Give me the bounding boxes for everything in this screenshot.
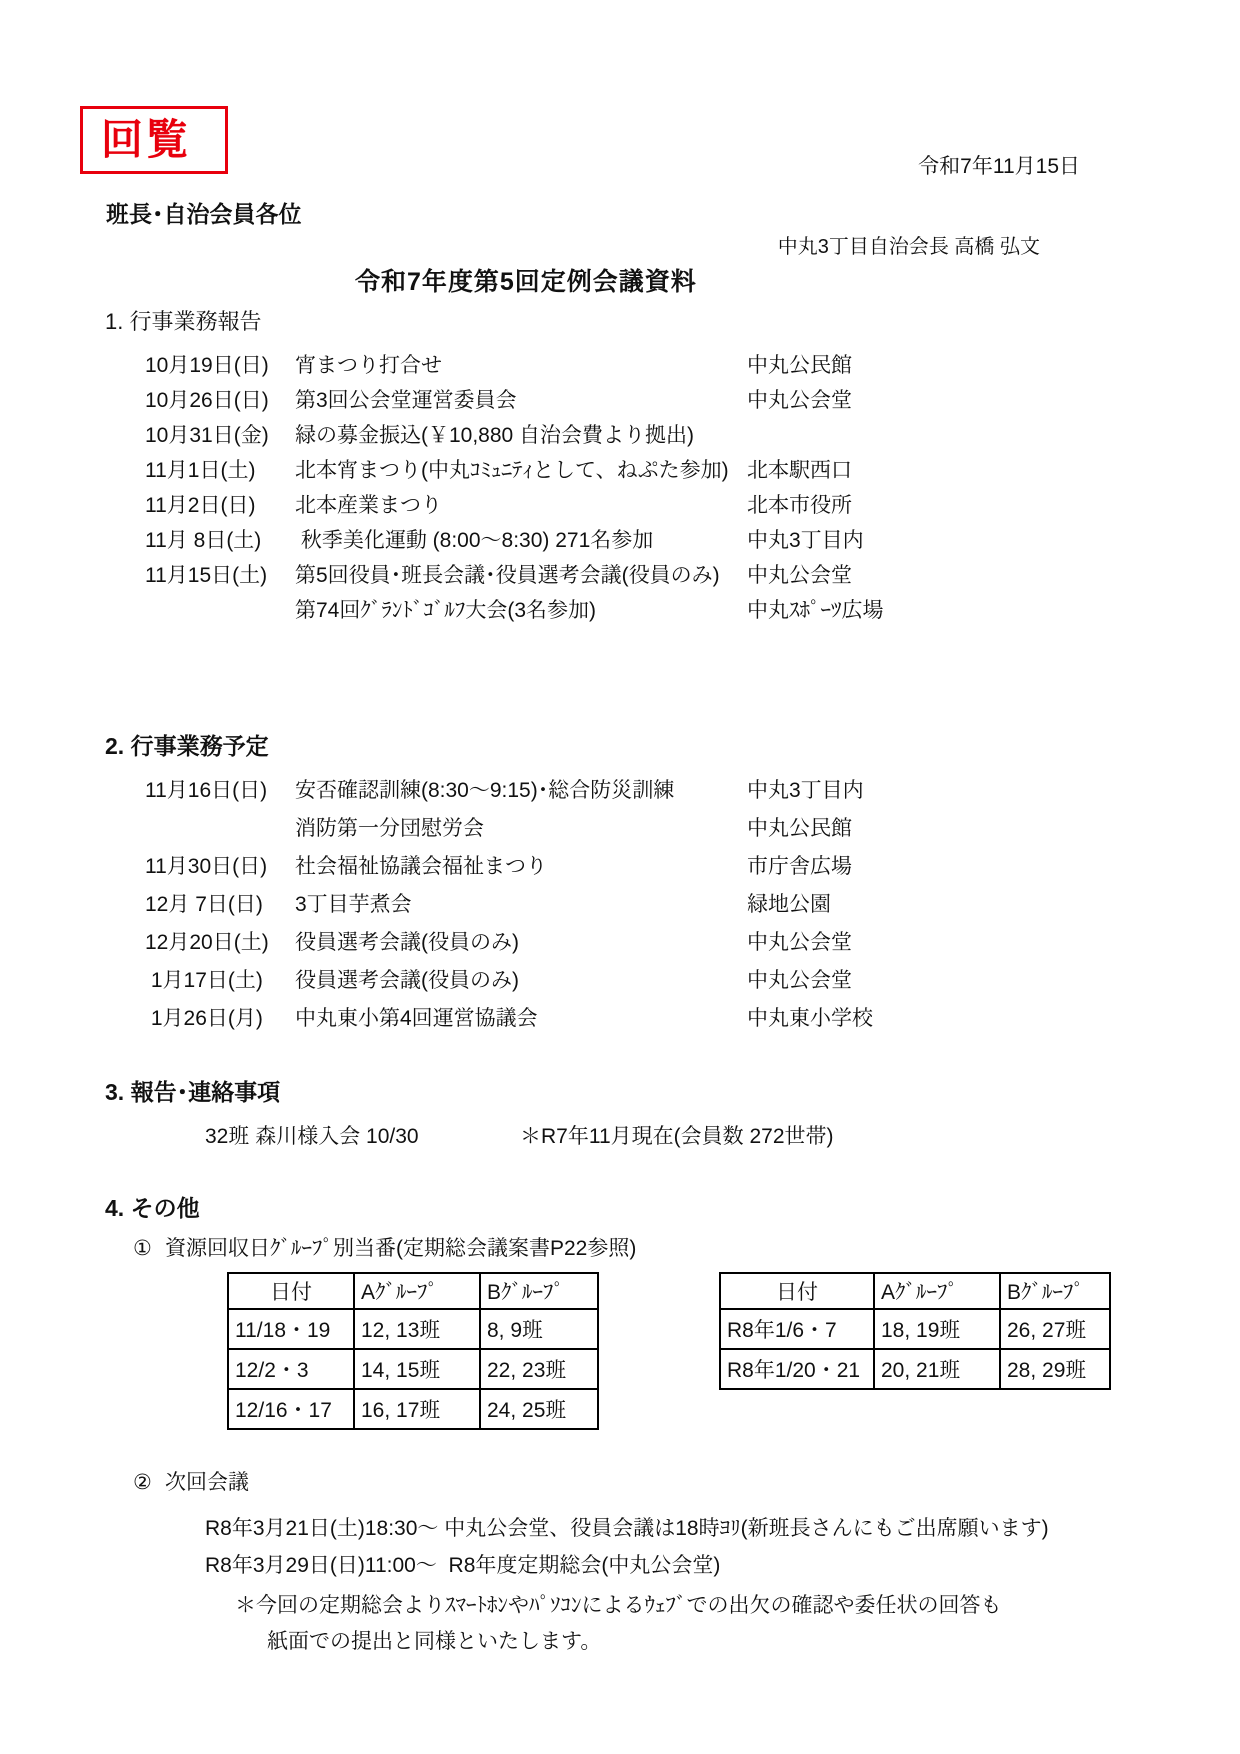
event-date: 10月31日(金)	[145, 424, 269, 447]
event-title: 第5回役員･班長会議･役員選考会議(役員のみ)	[295, 564, 720, 587]
event-title: 北本宵まつり(中丸ｺﾐｭﾆﾃｨとして、ねぷた参加)	[295, 459, 729, 482]
event-title: 緑の募金振込(￥10,880 自治会費より拠出)	[295, 424, 695, 447]
event-place: 緑地公園	[747, 893, 831, 916]
event-place: 中丸公会堂	[747, 969, 852, 992]
table-row	[228, 1309, 598, 1349]
event-place: 中丸公会堂	[747, 564, 852, 587]
event-title: 中丸東小第4回運営協議会	[295, 1007, 538, 1030]
event-row	[145, 593, 1200, 628]
cell-group-b: 24, 25班	[480, 1389, 598, 1429]
event-place: 中丸3丁目内	[747, 529, 864, 552]
event-date: 11月2日(日)	[145, 494, 256, 517]
cell-group-a: 18, 19班	[874, 1309, 1000, 1349]
event-date: 1月17日(土)	[145, 969, 263, 992]
event-row	[145, 558, 1200, 593]
event-date: 11月16日(日)	[145, 779, 268, 802]
cell-group-a: 12, 13班	[354, 1309, 480, 1349]
event-place: 中丸公会堂	[747, 931, 852, 954]
event-place: 中丸公民館	[747, 354, 852, 377]
event-date	[145, 593, 295, 628]
event-title: 消防第一分団慰労会	[295, 817, 484, 840]
cell-group-b: 28, 29班	[1000, 1349, 1110, 1389]
section3-heading: 3. 報告･連絡事項	[105, 1079, 281, 1105]
circled-one-marker: ①	[133, 1237, 152, 1260]
next-meeting-details	[205, 1510, 1200, 1584]
event-date: 11月 8日(土)	[145, 529, 262, 552]
col-header-date: 日付	[228, 1273, 354, 1309]
event-title: 北本産業まつり	[295, 494, 442, 517]
web-note-line: ＊今回の定期総会よりｽﾏｰﾄﾎﾝやﾊﾟｿｺﾝによるｳｪﾌﾞでの出欠の確認や委任状の回答も	[235, 1594, 1002, 1617]
cell-group-a: 14, 15班	[354, 1349, 480, 1389]
event-row	[145, 418, 1200, 453]
section-activity-report	[105, 308, 1200, 628]
event-title: 秋季美化運動 (8:00～8:30) 271名参加	[295, 529, 654, 552]
circulation-stamp-box	[80, 106, 228, 174]
issue-date: 令和7年11月15日	[918, 155, 1080, 178]
duty-table-left	[227, 1272, 599, 1430]
section-others	[105, 1194, 1200, 1660]
event-date	[145, 810, 295, 848]
event-date: 11月15日(土)	[145, 564, 268, 587]
event-place: 中丸3丁目内	[747, 779, 864, 802]
event-row	[145, 488, 1200, 523]
event-date: 12月20日(土)	[145, 931, 269, 954]
web-attendance-note	[235, 1588, 1200, 1660]
event-date: 10月19日(日)	[145, 354, 269, 377]
event-place: 北本市役所	[747, 494, 852, 517]
event-row	[145, 848, 1200, 886]
cell-group-b: 8, 9班	[480, 1309, 598, 1349]
web-note-line: 紙面での提出と同様といたします。	[267, 1630, 602, 1653]
duty-table-right	[719, 1272, 1111, 1390]
event-row	[145, 962, 1200, 1000]
event-date: 11月30日(日)	[145, 855, 268, 878]
event-row	[145, 453, 1200, 488]
next-meeting-line	[133, 1468, 1200, 1498]
event-date: 12月 7日(日)	[145, 893, 263, 916]
event-title: 社会福祉協議会福祉まつり	[295, 855, 547, 878]
meeting-detail-line: R8年3月21日(土)18:30～ 中丸公会堂、役員会議は18時ﾖﾘ(新班長さんにもご出席願います)	[205, 1517, 1049, 1540]
table-row	[720, 1349, 1110, 1389]
event-place: 中丸ｽﾎﾟｰﾂ広場	[747, 599, 884, 622]
cell-group-b: 26, 27班	[1000, 1309, 1110, 1349]
section-activity-schedule	[105, 732, 1200, 1038]
event-date: 1月26日(月)	[145, 1007, 263, 1030]
member-count-note: ＊R7年11月現在(会員数 272世帯)	[520, 1125, 834, 1148]
event-row	[145, 772, 1200, 810]
circled-two-marker: ②	[133, 1471, 152, 1494]
next-meeting-label: 次回会議	[165, 1471, 249, 1494]
event-place: 北本駅西口	[747, 459, 852, 482]
new-member-note: 32班 森川様入会 10/30	[205, 1125, 419, 1148]
cell-date: 12/16・17	[228, 1389, 354, 1429]
table-header-row	[720, 1273, 1110, 1309]
col-header-group-b: Bｸﾞﾙｰﾌﾟ	[480, 1273, 598, 1309]
table-row	[228, 1349, 598, 1389]
section4-heading: 4. その他	[105, 1195, 200, 1221]
cell-date: R8年1/20・21	[720, 1349, 874, 1389]
event-place	[747, 418, 1200, 453]
event-row	[145, 886, 1200, 924]
table-row	[228, 1389, 598, 1429]
recycling-duty-text: 資源回収日ｸﾞﾙｰﾌﾟ別当番(定期総会議案書P22参照)	[165, 1237, 637, 1260]
cell-group-a: 16, 17班	[354, 1389, 480, 1429]
document-title: 令和7年度第5回定例会議資料	[355, 268, 697, 296]
event-date: 10月26日(日)	[145, 389, 269, 412]
event-title: 役員選考会議(役員のみ)	[295, 931, 519, 954]
event-row	[145, 348, 1200, 383]
sender-name: 中丸3丁目自治会長 高橋 弘文	[777, 236, 1040, 258]
meeting-detail-line: R8年3月29日(日)11:00～ R8年度定期総会(中丸公会堂)	[205, 1554, 721, 1577]
cell-group-a: 20, 21班	[874, 1349, 1000, 1389]
event-title: 3丁目芋煮会	[295, 893, 412, 916]
duty-tables	[227, 1272, 1200, 1430]
event-title: 役員選考会議(役員のみ)	[295, 969, 519, 992]
event-row	[145, 1000, 1200, 1038]
col-header-group-a: Aｸﾞﾙｰﾌﾟ	[354, 1273, 480, 1309]
section2-event-list	[105, 772, 1200, 1038]
recycling-duty-line	[133, 1234, 1200, 1264]
event-row	[145, 810, 1200, 848]
table-header-row	[228, 1273, 598, 1309]
event-place: 中丸公民館	[747, 817, 852, 840]
section2-heading: 2. 行事業務予定	[105, 733, 269, 759]
event-place: 中丸東小学校	[747, 1007, 873, 1030]
section1-heading: 1. 行事業務報告	[105, 309, 262, 334]
event-row	[145, 523, 1200, 558]
event-title: 第3回公会堂運営委員会	[295, 389, 517, 412]
cell-date: 12/2・3	[228, 1349, 354, 1389]
event-place: 中丸公会堂	[747, 389, 852, 412]
col-header-group-b: Bｸﾞﾙｰﾌﾟ	[1000, 1273, 1110, 1309]
event-title: 第74回ｸﾞﾗﾝﾄﾞｺﾞﾙﾌ大会(3名参加)	[295, 599, 597, 622]
event-place: 市庁舎広場	[747, 855, 852, 878]
addressee: 班長･自治会員各位	[106, 201, 302, 227]
section3-content	[105, 1120, 1200, 1154]
circulation-stamp-label: 回覧	[101, 116, 192, 163]
section1-event-list	[105, 348, 1200, 628]
cell-date: R8年1/6・7	[720, 1309, 874, 1349]
col-header-group-a: Aｸﾞﾙｰﾌﾟ	[874, 1273, 1000, 1309]
event-row	[145, 383, 1200, 418]
event-date: 11月1日(土)	[145, 459, 256, 482]
cell-group-b: 22, 23班	[480, 1349, 598, 1389]
event-title: 安否確認訓練(8:30～9:15)･総合防災訓練	[295, 779, 675, 802]
section-reports-notices	[105, 1078, 1200, 1154]
cell-date: 11/18・19	[228, 1309, 354, 1349]
table-row	[720, 1309, 1110, 1349]
event-row	[145, 924, 1200, 962]
col-header-date: 日付	[720, 1273, 874, 1309]
event-title: 宵まつり打合せ	[295, 354, 442, 377]
